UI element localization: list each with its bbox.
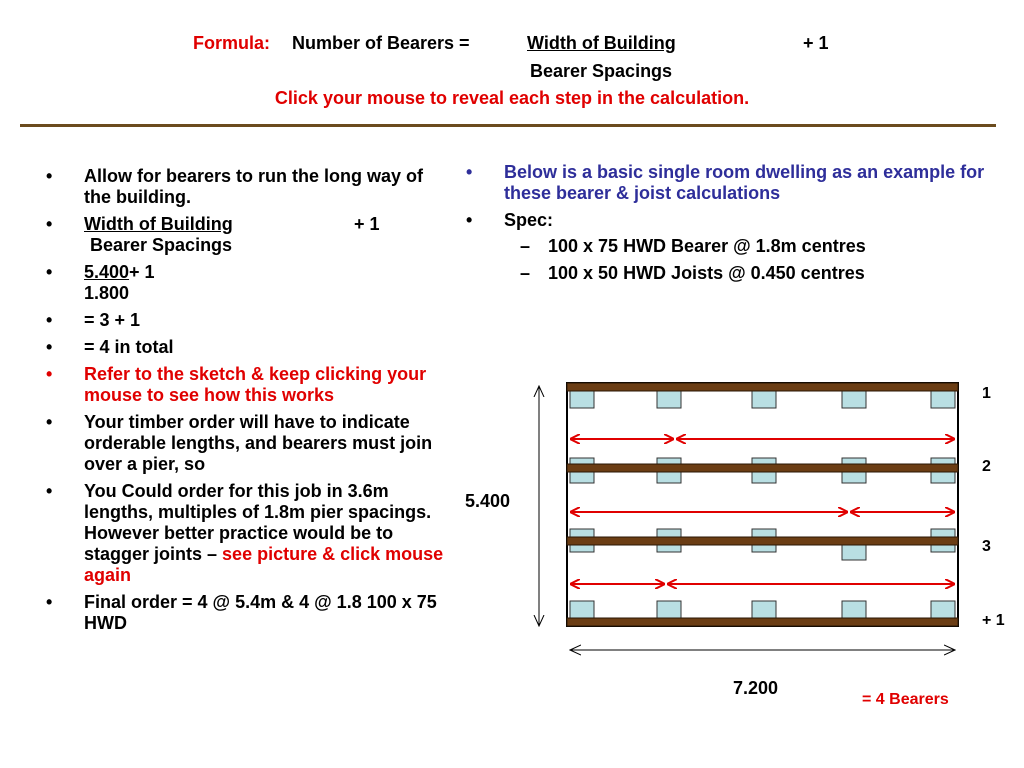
pier xyxy=(842,391,866,408)
bearer-2 xyxy=(567,464,958,472)
bearer-1 xyxy=(567,383,958,391)
bearer-label-1: 1 xyxy=(982,385,991,402)
formula-numerator-small: Width of Building xyxy=(84,214,233,234)
pier xyxy=(752,601,776,618)
formula-numerator: Width of Building xyxy=(527,33,676,53)
length-label: 7.200 xyxy=(733,678,779,698)
bullet-text: = 3 + 1 xyxy=(84,310,141,330)
total-bearers-label: = 4 Bearers xyxy=(862,691,949,708)
bearer-4 xyxy=(567,618,958,626)
building-outline xyxy=(567,383,958,626)
pier xyxy=(931,601,955,618)
formula-label: Formula: xyxy=(193,33,271,53)
pier xyxy=(570,601,594,618)
bullet-text: Your timber order will have to indicate orderable lengths, and bearers must join over a pier, so xyxy=(84,412,433,474)
bullet-text: Final order = 4 @ 5.4m & 4 @ 1.8 100 x 75 HWD xyxy=(84,592,437,633)
pier xyxy=(570,391,594,408)
pier xyxy=(657,391,681,408)
width-value: 5.400 xyxy=(84,262,130,282)
instruction-text: Click your mouse to reveal each step in the calculation. xyxy=(274,88,750,108)
bearer-label-2: 2 xyxy=(982,458,991,475)
bearer-3 xyxy=(567,537,958,545)
bullet-text: Allow for bearers to run the long way of the building. xyxy=(84,166,424,207)
formula-denominator-small: Bearer Spacings xyxy=(90,235,233,255)
bearer-label-3: 3 xyxy=(982,538,991,555)
pier xyxy=(931,391,955,408)
bearer-label-plus-one: + 1 xyxy=(982,612,1005,629)
plus-one-value: + 1 xyxy=(129,262,155,282)
pier xyxy=(657,601,681,618)
pier xyxy=(842,601,866,618)
see-picture-text: see picture & click mouse again xyxy=(84,544,444,585)
spacing-value: 1.800 xyxy=(84,283,130,303)
bullet-text: = 4 in total xyxy=(84,337,174,357)
formula-plus-one: + 1 xyxy=(803,33,829,53)
bullet-text: Refer to the sketch & keep clicking your mouse to see how this works xyxy=(84,364,427,405)
bullet-text: Spec: xyxy=(504,210,554,230)
bullet-text: You Could order for this job in 3.6m lengths, multiples of 1.8m pier spacings. However better practice would be to stagger joints – xyxy=(84,481,432,564)
formula-denominator: Bearer Spacings xyxy=(530,61,673,81)
bullet-text: Below is a basic single room dwelling as an example for these bearer & joist calculations xyxy=(504,162,985,203)
bullet-text: 100 x 75 HWD Bearer @ 1.8m centres xyxy=(548,236,866,256)
width-label: 5.400 xyxy=(465,491,511,511)
pier xyxy=(752,391,776,408)
formula-text: Number of Bearers = xyxy=(292,33,470,53)
bullet-text: 100 x 50 HWD Joists @ 0.450 centres xyxy=(548,263,865,283)
formula-plus-small: + 1 xyxy=(354,214,380,234)
